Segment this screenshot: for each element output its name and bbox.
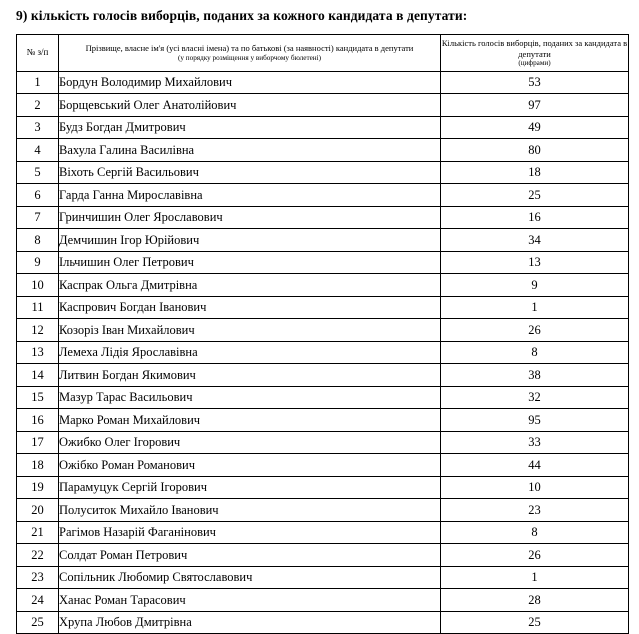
candidate-name: Ханас Роман Тарасович: [59, 589, 441, 612]
candidate-name: Каспрак Ольга Дмитрівна: [59, 274, 441, 297]
table-row: [17, 476, 629, 499]
candidate-name: Віхоть Сергій Васильович: [59, 161, 441, 184]
row-number: 1: [17, 71, 59, 94]
page-title: 9) кількість голосів виборців, поданих за кожного кандидата в депутати:: [16, 8, 468, 23]
candidate-votes: 18: [441, 161, 629, 184]
candidate-votes: 9: [441, 274, 629, 297]
row-number: 2: [17, 94, 59, 117]
table-row: [17, 386, 629, 409]
candidate-name: Козоріз Іван Михайлович: [59, 319, 441, 342]
candidate-name: Хрупа Любов Дмитрівна: [59, 611, 441, 634]
table-row: [17, 319, 629, 342]
candidate-name: Демчишин Ігор Юрійович: [59, 229, 441, 252]
table-row: [17, 341, 629, 364]
table-row: [17, 364, 629, 387]
candidate-name: Полуситок Михайло Іванович: [59, 499, 441, 522]
table-row: [17, 161, 629, 184]
row-number: 18: [17, 454, 59, 477]
table-row: [17, 566, 629, 589]
table-row: [17, 116, 629, 139]
table-row: [17, 454, 629, 477]
row-number: 7: [17, 206, 59, 229]
row-number: 13: [17, 341, 59, 364]
row-number: 21: [17, 521, 59, 544]
table-row: [17, 521, 629, 544]
candidate-votes: 26: [441, 544, 629, 567]
column-header-candidate-sub: (у порядку розміщення у виборчому бюлетені): [177, 53, 322, 62]
candidate-name: Мазур Тарас Васильович: [59, 386, 441, 409]
candidate-votes: 25: [441, 184, 629, 207]
table-row: [17, 589, 629, 612]
row-number: 11: [17, 296, 59, 319]
table-row: [17, 274, 629, 297]
row-number: 6: [17, 184, 59, 207]
candidate-name: Литвин Богдан Якимович: [59, 364, 441, 387]
candidate-votes: 1: [441, 566, 629, 589]
table-row: [17, 94, 629, 117]
candidate-name: Марко Роман Михайлович: [59, 409, 441, 432]
candidate-votes: 26: [441, 319, 629, 342]
candidate-name: Гарда Ганна Мирославівна: [59, 184, 441, 207]
candidate-votes: 38: [441, 364, 629, 387]
row-number: 9: [17, 251, 59, 274]
candidate-name: Гринчишин Олег Ярославович: [59, 206, 441, 229]
candidate-name: Рагімов Назарій Фаганінович: [59, 521, 441, 544]
row-number: 24: [17, 589, 59, 612]
candidate-name: Будз Богдан Дмитрович: [59, 116, 441, 139]
row-number: 23: [17, 566, 59, 589]
candidate-votes: 13: [441, 251, 629, 274]
candidate-name: Лемеха Лідія Ярославівна: [59, 341, 441, 364]
candidate-name: Сопільник Любомир Святославович: [59, 566, 441, 589]
column-header-candidate: [59, 34, 441, 71]
row-number: 20: [17, 499, 59, 522]
candidate-name: Каспрович Богдан Іванович: [59, 296, 441, 319]
candidate-name: Ожибко Олег Ігорович: [59, 431, 441, 454]
table-row: [17, 184, 629, 207]
candidate-votes: 49: [441, 116, 629, 139]
table-row: [17, 71, 629, 94]
election-results-table: [16, 34, 629, 634]
candidate-votes: 8: [441, 341, 629, 364]
table-body: [17, 71, 629, 634]
table-row: [17, 544, 629, 567]
row-number: 10: [17, 274, 59, 297]
candidate-votes: 44: [441, 454, 629, 477]
table-row: [17, 139, 629, 162]
candidate-votes: 95: [441, 409, 629, 432]
candidate-votes: 25: [441, 611, 629, 634]
row-number: 22: [17, 544, 59, 567]
column-header-votes-sub: (цифрами): [518, 59, 551, 68]
row-number: 5: [17, 161, 59, 184]
table-row: [17, 296, 629, 319]
candidate-votes: 16: [441, 206, 629, 229]
table-row: [17, 409, 629, 432]
candidate-name: Вахула Галина Василівна: [59, 139, 441, 162]
candidate-name: Ожібко Роман Романович: [59, 454, 441, 477]
row-number: 8: [17, 229, 59, 252]
table-row: [17, 206, 629, 229]
candidate-votes: 23: [441, 499, 629, 522]
candidate-votes: 10: [441, 476, 629, 499]
candidate-votes: 33: [441, 431, 629, 454]
row-number: 16: [17, 409, 59, 432]
table-header: [17, 34, 629, 71]
candidate-votes: 32: [441, 386, 629, 409]
table-row: [17, 229, 629, 252]
candidate-votes: 8: [441, 521, 629, 544]
candidate-votes: 80: [441, 139, 629, 162]
table-row: [17, 611, 629, 634]
row-number: 3: [17, 116, 59, 139]
candidate-votes: 28: [441, 589, 629, 612]
row-number: 19: [17, 476, 59, 499]
candidate-votes: 34: [441, 229, 629, 252]
row-number: 4: [17, 139, 59, 162]
table-row: [17, 499, 629, 522]
candidate-votes: 97: [441, 94, 629, 117]
candidate-name: Бордун Володимир Михайлович: [59, 71, 441, 94]
table-header-row: [17, 34, 629, 71]
candidate-name: Борщевський Олег Анатолійович: [59, 94, 441, 117]
table-row: [17, 431, 629, 454]
column-header-number: № з/п: [17, 34, 59, 71]
candidate-votes: 53: [441, 71, 629, 94]
candidate-name: Солдат Роман Петрович: [59, 544, 441, 567]
row-number: 12: [17, 319, 59, 342]
candidate-votes: 1: [441, 296, 629, 319]
row-number: 25: [17, 611, 59, 634]
row-number: 17: [17, 431, 59, 454]
candidate-name: Ільчишин Олег Петрович: [59, 251, 441, 274]
row-number: 14: [17, 364, 59, 387]
column-header-votes: [441, 34, 629, 71]
row-number: 15: [17, 386, 59, 409]
candidate-name: Парамуцук Сергій Ігорович: [59, 476, 441, 499]
column-header-votes-main: Кількість голосів виборців, поданих за кандидата в депутати: [441, 37, 628, 59]
table-row: [17, 251, 629, 274]
column-header-candidate-main: Прізвище, власне ім'я (усі власні імена) та по батькові (за наявності) кандидата в депутати: [85, 43, 414, 54]
